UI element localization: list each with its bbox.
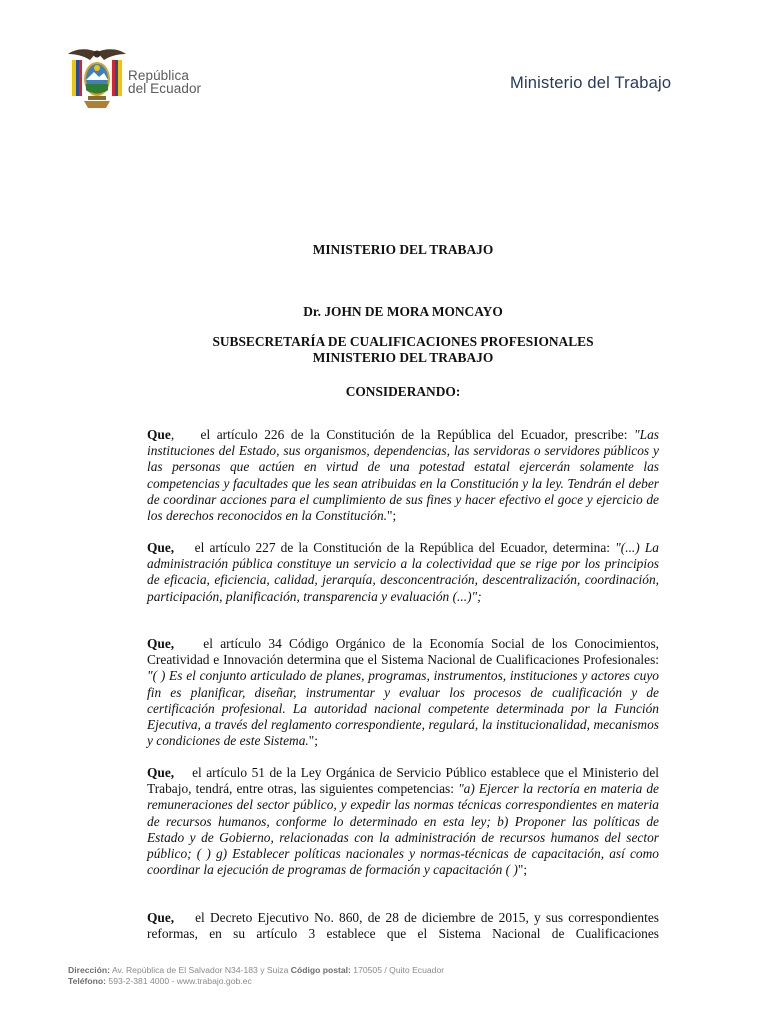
paragraph-quote: "Las instituciones del Estado, sus organismos, dependencias, las servidoras o servidores públicos y las personas que actúen en virtud de una potestad estatal ejercerán solamente las competencias y facultades que les sean atribuidas en la Constitución y la ley. Tendrán el deber de coordinar acciones para el cumplimiento de sus fines y hacer efectivo el goce y ejercicio de los derechos reconocidos en la Constitución. xyxy=(147,427,660,524)
paragraph-tail: "; xyxy=(517,862,528,878)
paragraph-quote: "a) Ejercer la rectoría en materia de remuneraciones del sector público, y expedir las normas técnicas correspondientes en materia de recursos humanos, conforme lo determinado en esta ley; b) Proponer las políticas de Estado y de Gobierno, relacionadas con la administración de recursos humanos del sector público; ( ) g) Establecer políticas nacionales y normas-técnicas de capacitación, así como coordinar la ejecución de programas de formación y capacitación ( ) xyxy=(147,781,659,878)
title-ministry: MINISTERIO DEL TRABAJO xyxy=(312,242,494,257)
paragraph-text: el artículo 34 Código Orgánico de la Economía Social de los Conocimientos, Creatividad e Innovación determina que el Sistema Nacional de Cualificaciones Profesionales: xyxy=(147,636,660,668)
address-value: Av. República de El Salvador N34-183 y Suiza xyxy=(110,965,291,975)
address-label: Dirección: xyxy=(68,965,111,975)
republica-line-2: del Ecuador xyxy=(128,81,202,96)
paragraph-text: el Decreto Ejecutivo No. 860, de 28 de diciembre de 2015, y sus correspondientes reformas, en su artículo 3 establece que el Sistema Nacional de Cualificaciones xyxy=(147,910,660,942)
paragraph-tail: "; xyxy=(308,733,318,749)
paragraph-text: el artículo 51 de la Ley Orgánica de Servicio Público establece que el Ministerio del Trabajo, tendrá, entre otras, las siguientes competencias: xyxy=(147,765,659,797)
que-label: Que xyxy=(147,427,171,442)
title-considerando: CONSIDERANDO: xyxy=(345,384,461,399)
republica-wordmark xyxy=(128,69,201,95)
footer-phone-line xyxy=(68,976,444,987)
footer-address-line xyxy=(68,965,444,976)
letterhead xyxy=(0,0,768,120)
paragraph-text: el artículo 227 de la Constitución de la República del Ecuador, determina: xyxy=(194,540,616,555)
paragraph-5 xyxy=(147,910,659,942)
postal-value: 170505 / Quito Ecuador xyxy=(350,965,445,975)
que-label: Que, xyxy=(147,910,175,925)
coat-of-arms-icon xyxy=(66,46,128,110)
ministry-logo: Ministerio del Trabajo xyxy=(510,74,672,92)
paragraph-text: el artículo 226 de la Constitución de la República del Ecuador, prescribe: xyxy=(200,427,635,442)
label-separator: , xyxy=(170,427,175,442)
que-label: Que, xyxy=(147,636,175,651)
paragraph-4 xyxy=(147,765,659,878)
paragraph-quote: "(...) La administración pública constituye un servicio a la colectividad que se rige por los principios de eficacia, eficiencia, calidad, jerarquía, desconcentración, descentralización, coordinación, participación, planificación, transparencia y evaluación (...)"; xyxy=(147,540,660,604)
paragraph-3 xyxy=(147,636,659,749)
republica-line-1: República xyxy=(128,68,189,83)
phone-value: 593-2-381 4000 - www.trabajo.gob.ec xyxy=(106,976,252,986)
title-doctor: Dr. JOHN DE MORA MONCAYO xyxy=(303,304,503,319)
paragraph-tail: "; xyxy=(387,508,397,524)
title-ministry-2: MINISTERIO DEL TRABAJO xyxy=(312,350,494,365)
paragraph-1 xyxy=(147,427,659,524)
paragraph-2 xyxy=(147,540,659,605)
postal-label: Código postal: xyxy=(290,965,351,975)
que-label: Que, xyxy=(147,540,175,555)
page-footer xyxy=(68,965,444,987)
phone-label: Teléfono: xyxy=(68,976,107,986)
title-subsecretaria: SUBSECRETARÍA DE CUALIFICACIONES PROFESIONALES xyxy=(212,334,594,349)
que-label: Que, xyxy=(147,765,175,780)
paragraph-quote: "( ) Es el conjunto articulado de planes, programas, instrumentos, instituciones y actores cuyo fin es planificar, diseñar, instrumentar y evaluar los procesos de cualificación y de certificación profesional. La autoridad nacional competente determinada por la Función Ejecutiva, a través del reglamento correspondiente, regulará, la institucionalidad, mecanismos y condiciones de este Sistema. xyxy=(147,668,659,749)
